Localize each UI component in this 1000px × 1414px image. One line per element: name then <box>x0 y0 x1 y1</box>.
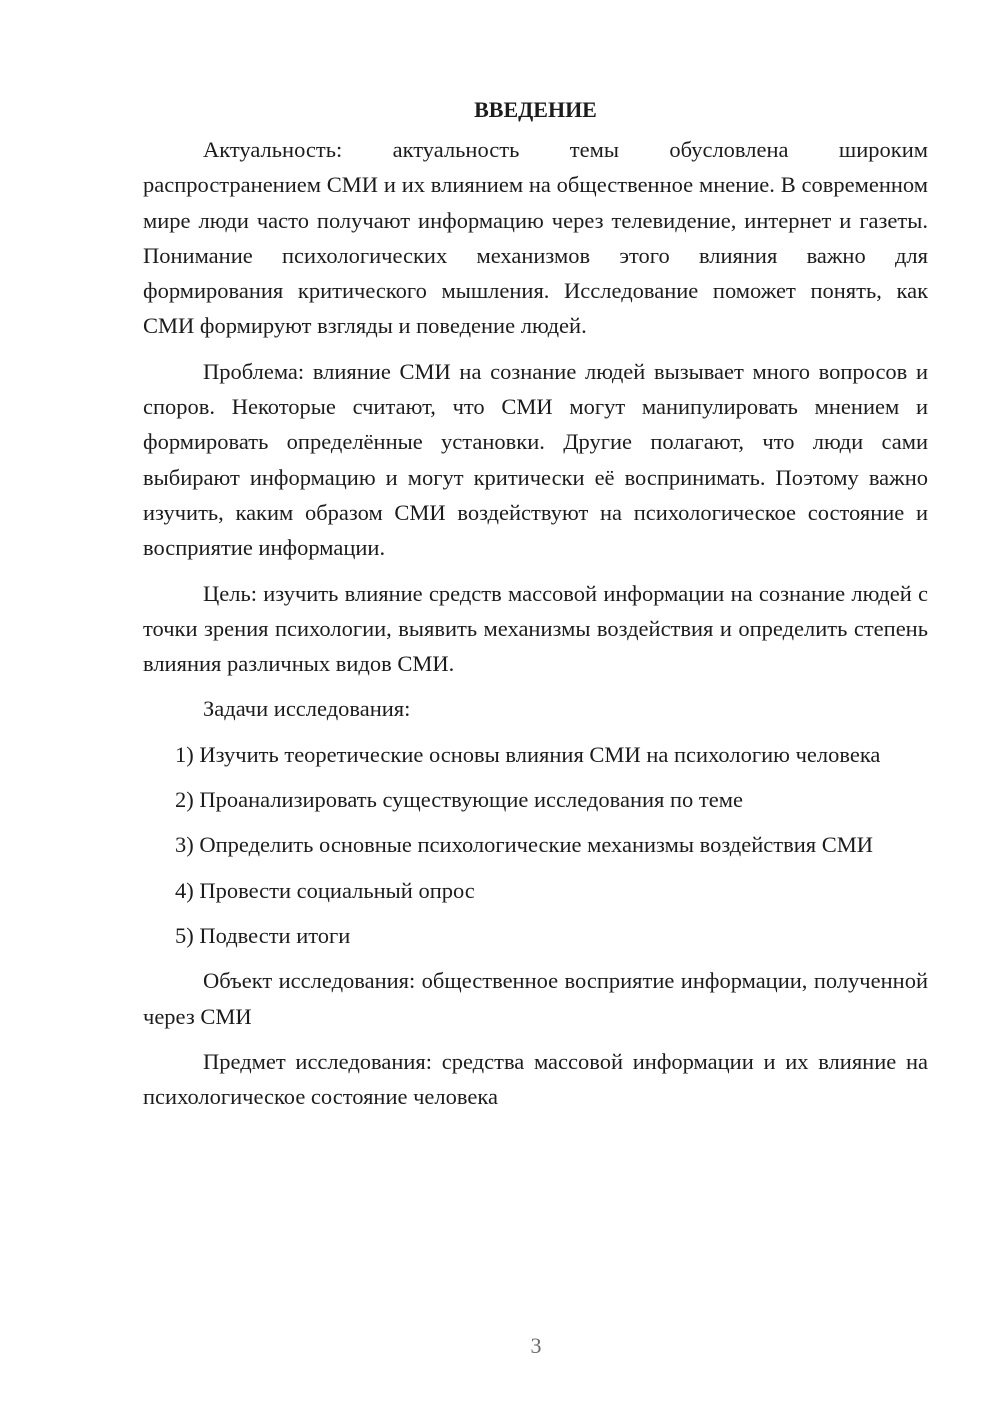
task-item: 5) Подвести итоги <box>175 922 351 948</box>
document-title: ВВЕДЕНИЕ <box>474 97 597 122</box>
paragraph-tasks-heading: Задачи исследования: <box>203 696 411 722</box>
paragraph-goal: Цель: изучить влияние средств массовой информации на сознание людей с точки зрения психологии, выявить механизмы воздействия и определить степень влияния различных видов СМИ. <box>143 580 928 677</box>
page-number: 3 <box>530 1333 542 1358</box>
paragraph-subject: Предмет исследования: средства массовой информации и их влияние на психологическое состояние человека <box>143 1048 928 1110</box>
paragraph-object: Объект исследования: общественное восприятие информации, полученной через СМИ <box>143 968 928 1029</box>
document-page <box>143 92 928 1124</box>
task-item: 4) Провести социальный опрос <box>175 877 475 903</box>
task-item: 3) Определить основные психологические механизмы воздействия СМИ <box>175 832 873 858</box>
task-item: 1) Изучить теоретические основы влияния СМИ на психологию человека <box>175 741 881 767</box>
task-item: 2) Проанализировать существующие исследования по теме <box>175 787 743 813</box>
paragraph-relevance: Актуальность: актуальность темы обусловлена широким распространением СМИ и их влиянием на общественное мнение. В современном мире люди часто получают информацию через телевидение, интернет и газеты. Понимание психологических механизмов этого влияния важно для формирования критического мышления. Исследование поможет понять, как СМИ формируют взгляды и поведение людей. <box>143 137 928 339</box>
paragraph-problem: Проблема: влияние СМИ на сознание людей вызывает много вопросов и споров. Некоторые считают, что СМИ могут манипулировать мнением и формировать определённые установки. Другие полагают, что люди сами выбирают информацию и могут критически её воспринимать. Поэтому важно изучить, каким образом СМИ воздействуют на психологическое состояние и восприятие информации. <box>143 358 928 561</box>
